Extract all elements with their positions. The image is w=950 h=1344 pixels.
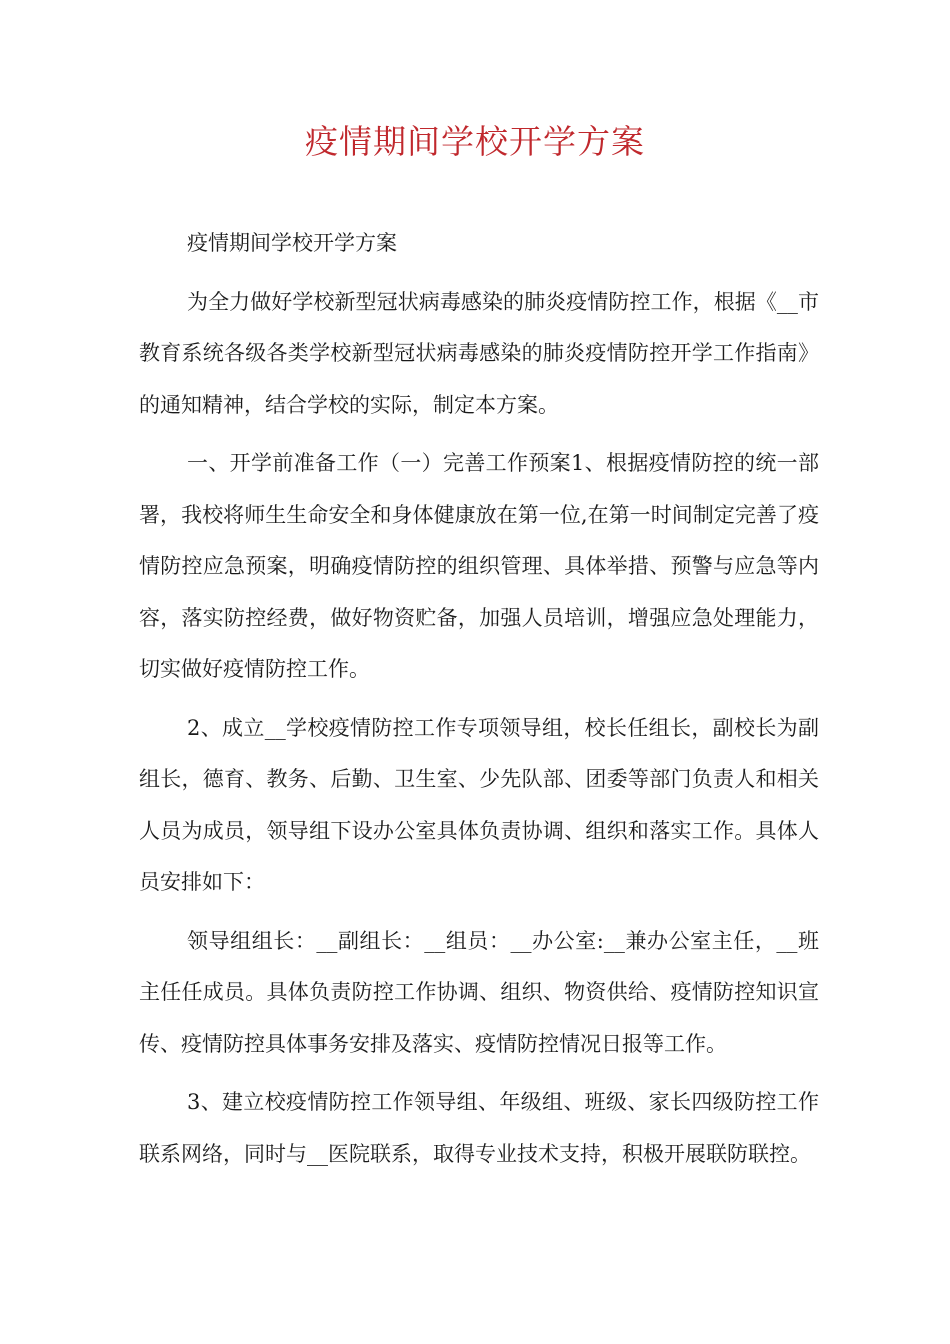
paragraph-staff-list: 领导组组长：__副组长：__组员：__办公室:__兼办公室主任，__班主任任成员。具体负责防控工作协调、组织、物资供给、疫情防控知识宣传、疫情防控具体事务安排及落实、疫情防控情况日报等工作。	[139, 928, 819, 1056]
document-body	[139, 218, 819, 1180]
paragraph-leadership-group: 2、成立__学校疫情防控工作专项领导组，校长任组长，副校长为副组长，德育、教务、后勤、卫生室、少先队部、团委等部门负责人和相关人员为成员，领导组下设办公室具体负责协调、组织和落实工作。具体人员安排如下：	[139, 715, 819, 894]
document-title: 疫情期间学校开学方案	[305, 122, 645, 161]
paragraph-network: 3、建立校疫情防控工作领导组、年级组、班级、家长四级防控工作联系网络，同时与__医院联系，取得专业技术支持，积极开展联防联控。	[139, 1090, 819, 1166]
paragraph-intro: 为全力做好学校新型冠状病毒感染的肺炎疫情防控工作，根据《__市教育系统各级各类学校新型冠状病毒感染的肺炎疫情防控开学工作指南》的通知精神，结合学校的实际，制定本方案。	[139, 289, 819, 417]
paragraph-subtitle: 疫情期间学校开学方案	[187, 231, 397, 255]
paragraph-preparation: 一、开学前准备工作（一）完善工作预案1、根据疫情防控的统一部署，我校将师生生命安全和身体健康放在第一位,在第一时间制定完善了疫情防控应急预案，明确疫情防控的组织管理、具体举措、预警与应急等内容，落实防控经费，做好物资贮备，加强人员培训，增强应急处理能力，切实做好疫情防控工作。	[139, 451, 819, 681]
